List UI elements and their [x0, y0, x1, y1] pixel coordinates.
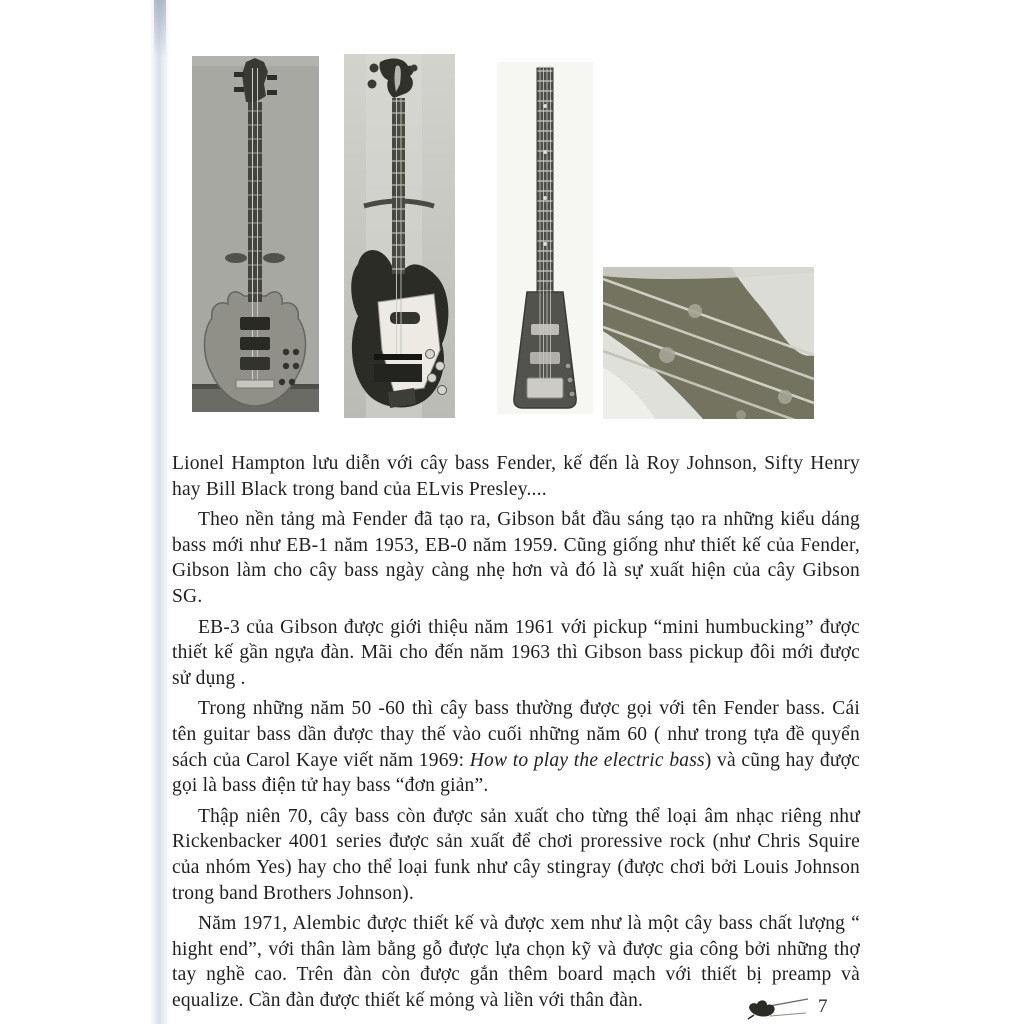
paragraph-2 — [172, 507, 860, 609]
steinberger-bass-illustration — [497, 62, 593, 414]
paragraph-4 — [172, 696, 860, 798]
paragraph-4-text: Trong những năm 50 -60 thì cây bass thường được gọi với tên Fender bass. Cái tên guitar bass dần được thay thế vào cuối những năm 60 ( như trong tựa đề quyển sách của Carol Kaye viết năm 1969: — [172, 698, 860, 771]
rickenbacker-bass-illustration — [344, 54, 455, 418]
fretboard-closeup-photo — [603, 267, 814, 419]
steinberger-bass-photo — [497, 62, 593, 414]
paragraph-5 — [172, 804, 860, 906]
book-title-italic: How to play the electric bass — [469, 749, 705, 771]
paragraph-5-text: Thập niên 70, cây bass còn được sản xuất cho từng thể loại âm nhạc riêng như Rickenbacker 4001 series được sản xuất để chơi proressive rock (như Chris Squire của nhóm Yes) hay cho thể loại funk như cây stingray (được chơi bởi Louis Johnson trong band Brothers Johnson). — [172, 805, 860, 904]
page-footer — [746, 992, 876, 1022]
paragraph-1-text: Lionel Hampton lưu diễn với cây bass Fender, kế đến là Roy Johnson, Sifty Henry hay Bill Black trong band của ELvis Presley.... — [172, 453, 860, 500]
alembic-bass-photo — [192, 56, 319, 412]
body-text — [172, 451, 860, 1018]
paragraph-1 — [172, 451, 860, 502]
page-number: 7 — [818, 996, 828, 1017]
fretboard-closeup-illustration — [603, 267, 814, 419]
scan-edge-artifact — [150, 0, 170, 1024]
paragraph-3 — [172, 615, 860, 692]
paragraph-6-text: Năm 1971, Alembic được thiết kế và được xem như là một cây bass chất lượng “ hight end”, với thân làm bằng gỗ được lựa chọn kỹ và được gia công bởi những thợ tay nghề cao. Trên đàn còn được gắn thêm board mạch với thiết bị preamp và equalize. Cần đàn được thiết kế mỏng và liền với thân đàn. — [172, 913, 860, 1011]
alembic-bass-illustration — [192, 56, 319, 412]
paragraph-2-text: Theo nền tảng mà Fender đã tạo ra, Gibson bắt đầu sáng tạo ra những kiểu dáng bass mới như EB-1 năm 1953, EB-0 năm 1959. Cũng giống như thiết kế của Fender, Gibson làm cho cây bass ngày càng nhẹ hơn và đó là sự xuất hiện của cây Gibson SG. — [172, 509, 860, 607]
paragraph-4-text-end: ) và cũng hay được gọi là bass điện tử hay bass “đơn giản”. — [172, 749, 860, 797]
guitarist-icon — [746, 994, 810, 1020]
scan-edge-top-artifact — [154, 0, 166, 58]
rickenbacker-bass-photo — [344, 54, 455, 418]
paragraph-3-text: EB-3 của Gibson được giới thiệu năm 1961 với pickup “mini humbucking” được thiết kế gần ngựa đàn. Mãi cho đến năm 1963 thì Gibson bass pickup đôi mới được sử dụng . — [172, 616, 860, 689]
